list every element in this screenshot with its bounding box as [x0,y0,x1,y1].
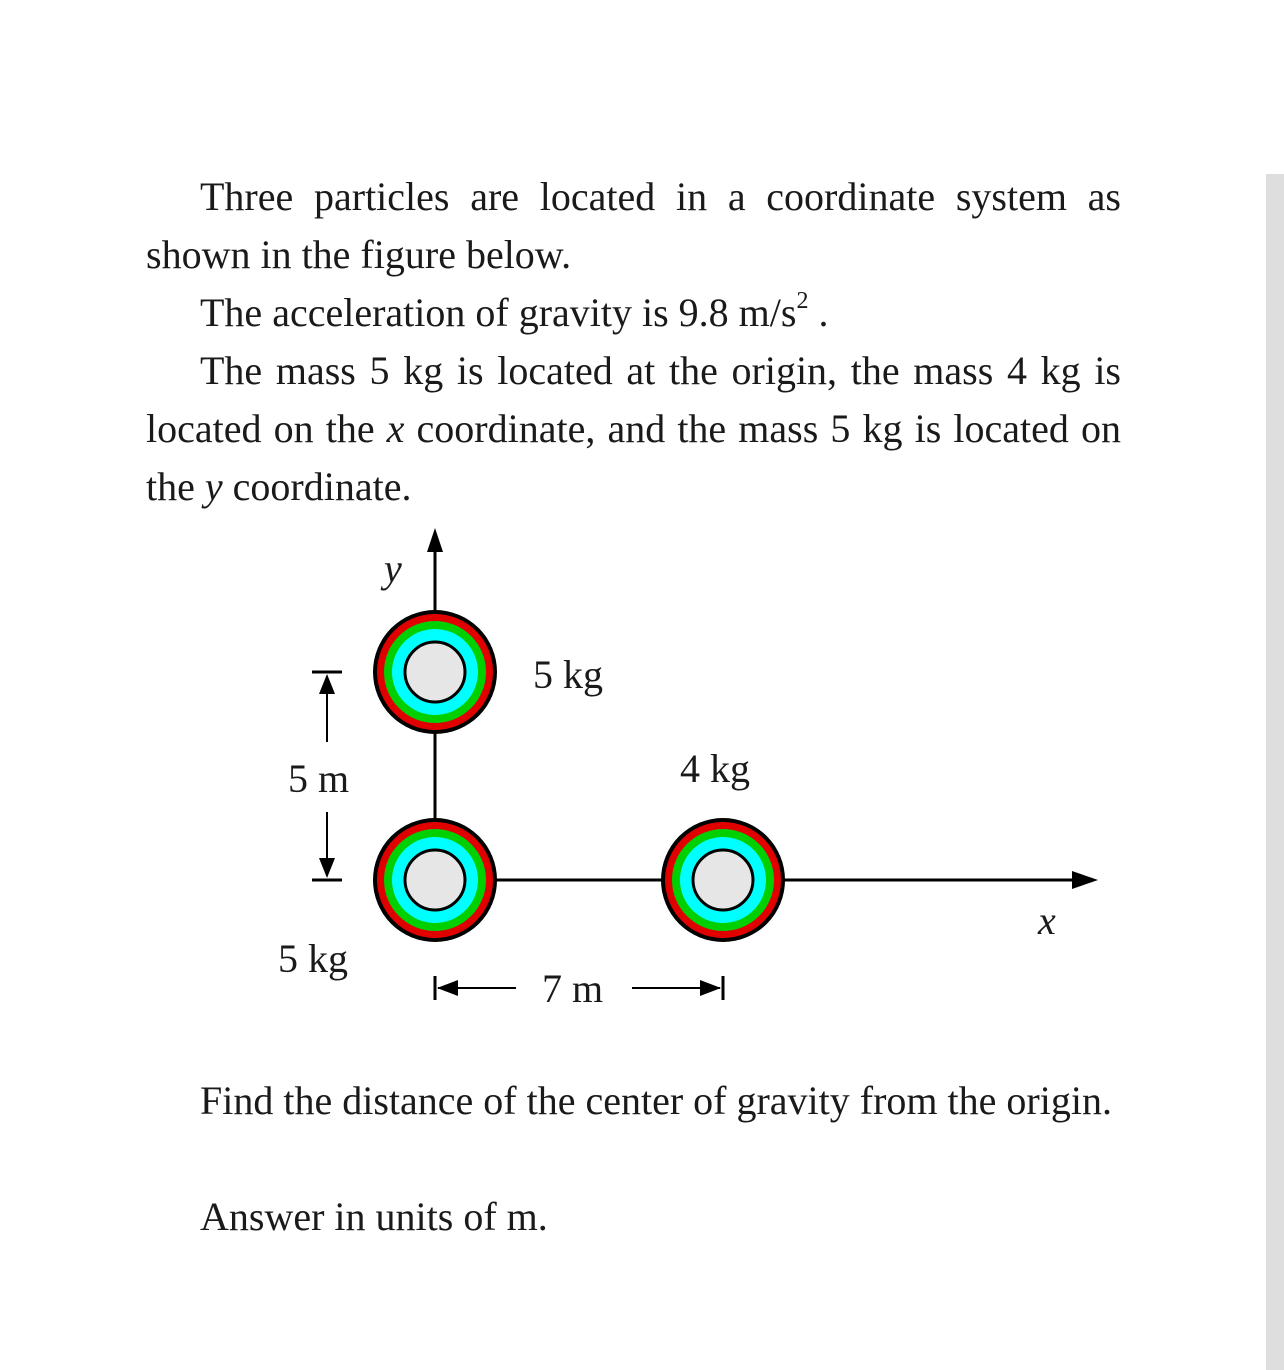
y-axis-arrowhead [427,528,443,552]
mass-right-particle [661,818,785,942]
mass-origin-label: 5 kg [278,936,348,981]
problem-statement-3: The mass 5 kg is located at the origin, the mass 4 kg is located on the x coordinate, and the mass 5 kg is located on the y coordinate. [146,348,1121,509]
question-text: Find the distance of the center of gravity from the origin. [200,1078,1112,1123]
dimension-horizontal-label: 7 m [542,966,604,1011]
answer-units-text: Answer in units of m. [200,1194,548,1239]
y-axis-label: y [384,546,402,591]
dimension-vertical-label: 5 m [288,756,350,801]
mass-top-label: 5 kg [533,652,603,697]
mass-top-particle [373,610,497,734]
x-axis-arrowhead [1072,871,1098,889]
problem-statement-2: The acceleration of gravity is 9.8 $m/s^2$ . [200,288,829,335]
x-axis-label: x [1038,898,1056,943]
mass-origin-particle [373,818,497,942]
mass-right-label: 4 kg [680,746,750,791]
problem-statement-1: Three particles are located in a coordinate system as shown in the figure below. [146,174,1121,277]
